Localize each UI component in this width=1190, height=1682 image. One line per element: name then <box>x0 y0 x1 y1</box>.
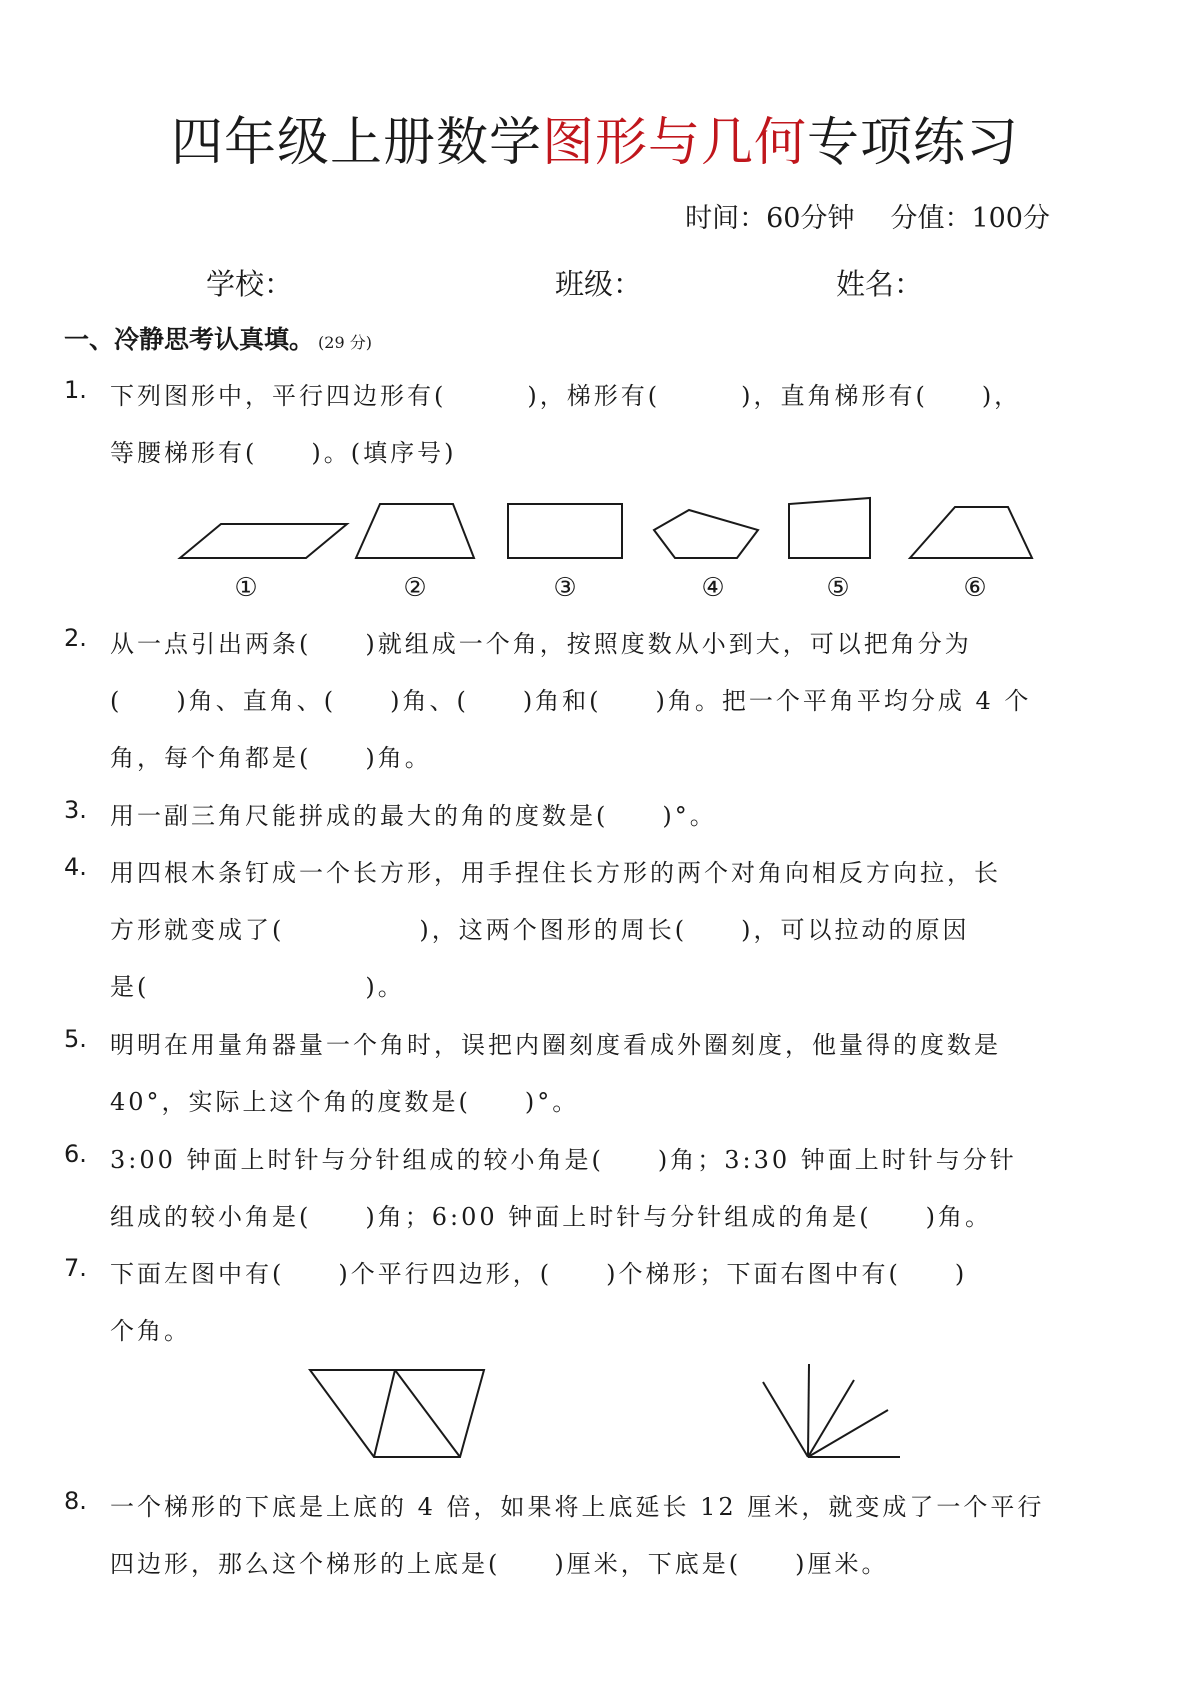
question-number: 4. <box>64 853 87 881</box>
question-number: 7. <box>64 1254 87 1282</box>
shape-label: ④ <box>701 573 725 603</box>
shape-label: ② <box>403 573 427 603</box>
section-title: 一、冷静思考认真填。 <box>64 325 315 354</box>
question-text: 个角。 <box>110 1317 191 1345</box>
school-field[interactable]: 学校： <box>206 267 294 301</box>
question-number: 1. <box>64 376 87 404</box>
shape-right-trapezoid <box>789 498 870 558</box>
trapezoid-figure <box>310 1370 484 1457</box>
shape-label: ⑤ <box>826 573 850 603</box>
total-score: 分值：100分 <box>890 203 1050 234</box>
angle-rays-figure <box>763 1364 900 1457</box>
question-text: 下列图形中，平行四边形有( )，梯形有( )，直角梯形有( )， <box>110 382 1022 410</box>
shape-trapezoid <box>910 507 1032 558</box>
question-text: 四边形，那么这个梯形的上底是( )厘米，下底是( )厘米。 <box>110 1550 889 1578</box>
shape-pentagon <box>654 510 758 558</box>
question-text: 从一点引出两条( )就组成一个角，按照度数从小到大，可以把角分为 <box>110 630 972 658</box>
question-number: 5. <box>64 1025 87 1053</box>
page-title <box>0 108 1190 178</box>
class-field[interactable]: 班级： <box>555 267 643 301</box>
question-text: 组成的较小角是( )角；6:00 钟面上时针与分针组成的角是( )角。 <box>110 1203 992 1231</box>
exam-meta <box>685 196 1050 235</box>
question-number: 8. <box>64 1487 87 1515</box>
name-field[interactable]: 姓名： <box>836 267 924 301</box>
question-text: 用四根木条钉成一个长方形，用手捏住长方形的两个对角向相反方向拉，长 <box>110 859 1001 887</box>
shape-label: ⑥ <box>963 573 987 603</box>
shapes-figure <box>0 490 1190 610</box>
question-text: 角，每个角都是( )角。 <box>110 744 432 772</box>
question-text: 3:00 钟面上时针与分针组成的较小角是( )角；3:30 钟面上时针与分针 <box>110 1146 1017 1174</box>
question-text: ( )角、直角、( )角、( )角和( )角。把一个平角平均分成 4 个 <box>110 687 1032 715</box>
student-info <box>0 262 1190 302</box>
question-text: 一个梯形的下底是上底的 4 倍，如果将上底延长 12 厘米，就变成了一个平行 <box>110 1493 1045 1521</box>
section-score: (29 分) <box>318 333 372 352</box>
question-text: 下面左图中有( )个平行四边形，( )个梯形；下面右图中有( ) <box>110 1260 968 1288</box>
shape-trapezoid-isosceles <box>356 504 474 558</box>
question-number: 6. <box>64 1140 87 1168</box>
shape-parallelogram <box>180 524 347 558</box>
question-number: 2. <box>64 624 87 652</box>
title-part2: 专项练习 <box>807 113 1020 173</box>
question-text: 明明在用量角器量一个角时，误把内圈刻度看成外圈刻度，他量得的度数是 <box>110 1031 1001 1059</box>
question-text: 40°，实际上这个角的度数是( )°。 <box>110 1088 580 1116</box>
section-heading <box>64 320 372 356</box>
shape-label: ③ <box>553 573 577 603</box>
time-limit: 时间：60分钟 <box>685 203 855 234</box>
question-text: 方形就变成了( )，这两个图形的周长( )，可以拉动的原因 <box>110 916 970 944</box>
question-text: 用一副三角尺能拼成的最大的角的度数是( )°。 <box>110 802 717 830</box>
question-text: 等腰梯形有( )。(填序号) <box>110 439 457 467</box>
shape-label: ① <box>234 573 258 603</box>
title-highlight: 图形与几何 <box>541 113 807 173</box>
title-part1: 四年级上册数学 <box>170 113 542 173</box>
shape-rectangle <box>508 504 622 558</box>
q7-figures <box>0 1360 1190 1470</box>
question-text: 是( )。 <box>110 973 405 1001</box>
question-number: 3. <box>64 796 87 824</box>
